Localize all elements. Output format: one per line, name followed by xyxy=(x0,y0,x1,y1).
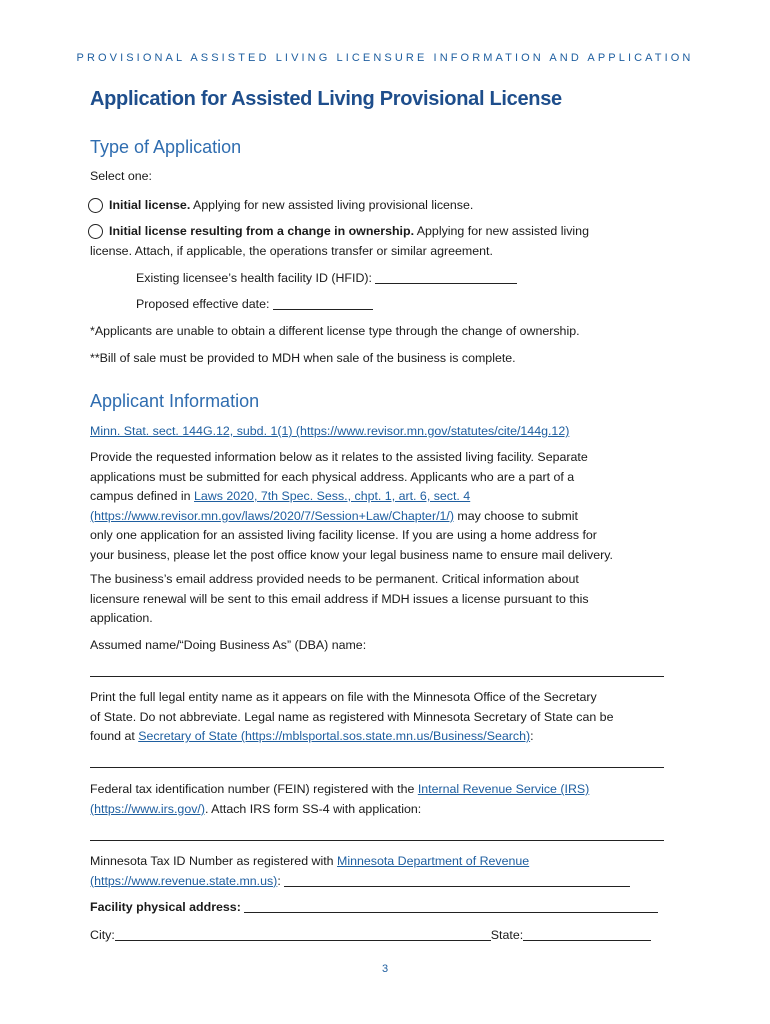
option1-text: Applying for new assisted living provisional license. xyxy=(190,198,474,212)
p1-line2: applications must be submitted for each physical address. Applicants who are a part of a xyxy=(90,469,575,484)
fein-line2 xyxy=(90,800,690,820)
legal-line3-text: found at xyxy=(90,729,139,743)
email-paragraph xyxy=(90,570,690,629)
effective-date-input-line[interactable] xyxy=(273,297,373,310)
p1-line1: Provide the requested information below as it relates to the assisted living facility. Separate xyxy=(90,450,588,464)
page-title: Application for Assisted Living Provisional License xyxy=(90,88,562,110)
option-initial-license[interactable] xyxy=(88,196,688,216)
secretary-of-state-link[interactable]: Secretary of State (https://mblsportal.sos.state.mn.us/Business/Search) xyxy=(138,729,531,743)
fein-paragraph xyxy=(90,780,690,819)
fein-input-line[interactable] xyxy=(90,840,664,841)
running-header: PROVISIONAL ASSISTED LIVING LICENSURE INFORMATION AND APPLICATION xyxy=(76,52,694,64)
statute-link-line xyxy=(90,422,690,442)
option2-text: Applying for new assisted living xyxy=(414,224,589,238)
select-one-label: Select one: xyxy=(90,169,152,183)
fein-line2-text: . Attach IRS form SS-4 with application: xyxy=(204,801,422,816)
legal-line3 xyxy=(90,727,690,747)
laws-url-link[interactable]: (https://www.revisor.mn.gov/laws/2020/7/Session+Law/Chapter/1/) xyxy=(90,508,454,523)
page-number: 3 xyxy=(381,963,389,975)
statute-link[interactable]: Minn. Stat. sect. 144G.12, subd. 1(1) (https://www.revisor.mn.gov/statutes/cite/144g.12) xyxy=(90,424,570,438)
legal-line3-colon: : xyxy=(530,729,534,743)
effective-date-label: Proposed effective date: xyxy=(136,297,270,311)
hfid-label: Existing licensee’s health facility ID (HFID): xyxy=(136,271,372,285)
irs-url-link[interactable]: (https://www.irs.gov/) xyxy=(90,801,205,816)
mn-tax-line2[interactable] xyxy=(90,872,690,892)
city-state-field[interactable] xyxy=(90,926,690,946)
mn-tax-input-line[interactable] xyxy=(284,874,630,887)
fein-line1 xyxy=(90,780,690,800)
mn-tax-line1-text: Minnesota Tax ID Number as registered with xyxy=(90,854,338,868)
note-bill-of-sale: **Bill of sale must be provided to MDH when sale of the business is complete. xyxy=(90,351,516,365)
radio-change-ownership[interactable] xyxy=(88,224,103,239)
revenue-link[interactable]: Minnesota Department of Revenue xyxy=(337,854,530,868)
provide-info-paragraph xyxy=(90,448,690,565)
radio-initial-license[interactable] xyxy=(88,198,103,213)
fein-line1-text: Federal tax identification number (FEIN) registered with the xyxy=(90,782,418,796)
applicant-information-heading: Applicant Information xyxy=(90,391,260,411)
legal-line2: of State. Do not abbreviate. Legal name as registered with Minnesota Secretary of State can be xyxy=(90,709,614,724)
legal-line1: Print the full legal entity name as it appears on file with the Minnesota Office of the Secretary xyxy=(90,690,597,704)
dba-label: Assumed name/“Doing Business As” (DBA) name: xyxy=(90,638,367,652)
dba-input-line[interactable] xyxy=(90,676,664,677)
mn-tax-colon: : xyxy=(277,873,281,888)
mn-tax-line1 xyxy=(90,852,690,872)
state-input-line[interactable] xyxy=(523,928,651,941)
option1-bold: Initial license. xyxy=(109,198,191,212)
p2-line3: application. xyxy=(90,611,153,625)
facility-address-label: Facility physical address: xyxy=(90,900,241,914)
p1-line3 xyxy=(90,487,690,507)
p2-line1: The business’s email address provided needs to be permanent. Critical information about xyxy=(90,572,579,586)
irs-link[interactable]: Internal Revenue Service (IRS) xyxy=(417,782,590,796)
legal-name-input-line[interactable] xyxy=(90,767,664,768)
p2-line2: licensure renewal will be sent to this email address if MDH issues a license pursuant to this xyxy=(90,591,589,606)
revenue-url-link[interactable]: (https://www.revenue.state.mn.us) xyxy=(90,873,278,888)
p1-line5: only one application for an assisted living facility license. If you are using a home address for xyxy=(90,528,597,542)
facility-address-input-line[interactable] xyxy=(244,900,658,913)
option-change-ownership[interactable] xyxy=(88,222,688,242)
legal-name-paragraph xyxy=(90,688,690,747)
p1-line4 xyxy=(90,507,690,527)
option2-bold: Initial license resulting from a change in ownership. xyxy=(109,224,415,238)
state-label: State: xyxy=(490,928,524,942)
city-label: City: xyxy=(90,928,115,942)
p1-line4-text: may choose to submit xyxy=(453,508,578,523)
hfid-field[interactable] xyxy=(136,269,736,289)
option2-text-line2: license. Attach, if applicable, the operations transfer or similar agreement. xyxy=(90,244,493,258)
laws-link[interactable]: Laws 2020, 7th Spec. Sess., chpt. 1, art. 6, sect. 4 xyxy=(194,489,471,503)
hfid-input-line[interactable] xyxy=(375,271,517,284)
facility-address-field[interactable] xyxy=(90,898,690,918)
effective-date-field[interactable] xyxy=(136,295,736,315)
note-license-type: *Applicants are unable to obtain a different license type through the change of ownership. xyxy=(90,324,580,338)
p1-line3-text: campus defined in xyxy=(90,489,195,503)
mn-tax-paragraph xyxy=(90,852,690,891)
city-input-line[interactable] xyxy=(115,928,491,941)
type-of-application-heading: Type of Application xyxy=(90,137,242,157)
p1-line6: your business, please let the post office know your legal business name to ensure mail delivery. xyxy=(90,547,613,562)
